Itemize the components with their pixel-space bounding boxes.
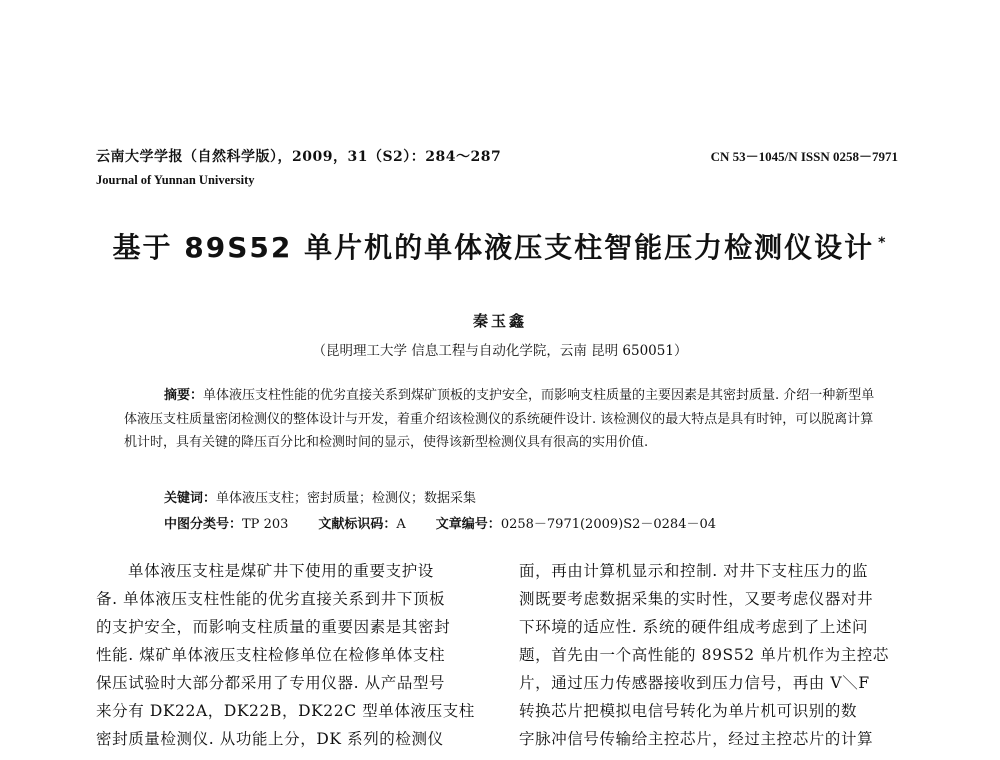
body-line: 面，再由计算机显示和控制. 对井下支柱压力的监: [519, 562, 869, 580]
body-line: 密封质量检测仪. 从功能上分，DK 系列的检测仪: [96, 730, 444, 748]
abstract: [124, 384, 876, 455]
body-line: 单体液压支柱是煤矿井下使用的重要支护设: [128, 562, 434, 580]
keywords-label: 关键词：: [164, 491, 217, 506]
abstract-text: 单体液压支柱性能的优劣直接关系到煤矿顶板的支护安全，而影响支柱质量的主要因素是其密封质量. 介绍一种新型单体液压支柱质量密闭检测仪的整体设计与开发，着重介绍该检测仪的系统硬件设计. 该检测仪的最大特点是具有时钟，可以脱离计算机计时，具有关键的降压百分比和检测时间的显示，使得该新型检测仪具有很高的实用价值.: [124, 388, 875, 450]
issn-line: CN 53－1045/N ISSN 0258－7971: [710, 149, 898, 164]
clc-label: 中图分类号：: [164, 517, 243, 532]
body-line: 字脉冲信号传输给主控芯片，经过主控芯片的计算: [519, 730, 874, 748]
abstract-label: 摘要：: [164, 388, 204, 403]
paper-title: [0, 226, 1000, 266]
keywords: [164, 487, 476, 506]
author-affiliation: （昆明理工大学 信息工程与自动化学院，云南 昆明 650051）: [312, 343, 688, 359]
body-line: 保压试验时大部分都采用了专用仪器. 从产品型号: [96, 674, 446, 692]
body-line: 转换芯片把模拟电信号转化为单片机可识别的数: [519, 702, 858, 720]
body-line: 测既要考虑数据采集的实时性，又要考虑仪器对井: [519, 590, 874, 608]
body-column-right: [519, 557, 907, 753]
clc-value: TP 203: [242, 517, 289, 532]
journal-name-en: Journal of Yunnan University: [96, 173, 255, 187]
body-line: 备. 单体液压支柱性能的优劣直接关系到井下顶板: [96, 590, 446, 608]
title-footnote-mark: *: [878, 234, 888, 251]
paper-title-text: 基于 89S52 单片机的单体液压支柱智能压力检测仪设计: [112, 231, 875, 264]
classification-line: [164, 513, 716, 532]
doc-code-value: A: [396, 517, 406, 532]
journal-citation-cn: 云南大学学报（自然科学版），2009，31（S2）：284～287: [96, 149, 502, 165]
article-number-label: 文章编号：: [435, 517, 501, 532]
keywords-text: 单体液压支柱；密封质量；检测仪；数据采集: [216, 491, 477, 506]
body-line: 的支护安全，而影响支柱质量的重要因素是其密封: [96, 618, 451, 636]
body-line: 性能. 煤矿单体液压支柱检修单位在检修单体支柱: [96, 646, 446, 664]
body-line: 下环境的适应性. 系统的硬件组成考虑到了上述问: [519, 618, 869, 636]
author-name: 秦玉鑫: [472, 312, 527, 330]
doc-code-label: 文献标识码：: [318, 517, 397, 532]
body-line: 来分有 DK22A，DK22B，DK22C 型单体液压支柱: [96, 702, 475, 720]
body-line: 片，通过压力传感器接收到压力信号，再由 V＼F: [519, 674, 870, 692]
article-number-value: 0258－7971(2009)S2－0284－04: [500, 517, 717, 532]
body-line: 题，首先由一个高性能的 89S52 单片机作为主控芯: [519, 646, 890, 664]
body-column-left: [96, 557, 484, 753]
